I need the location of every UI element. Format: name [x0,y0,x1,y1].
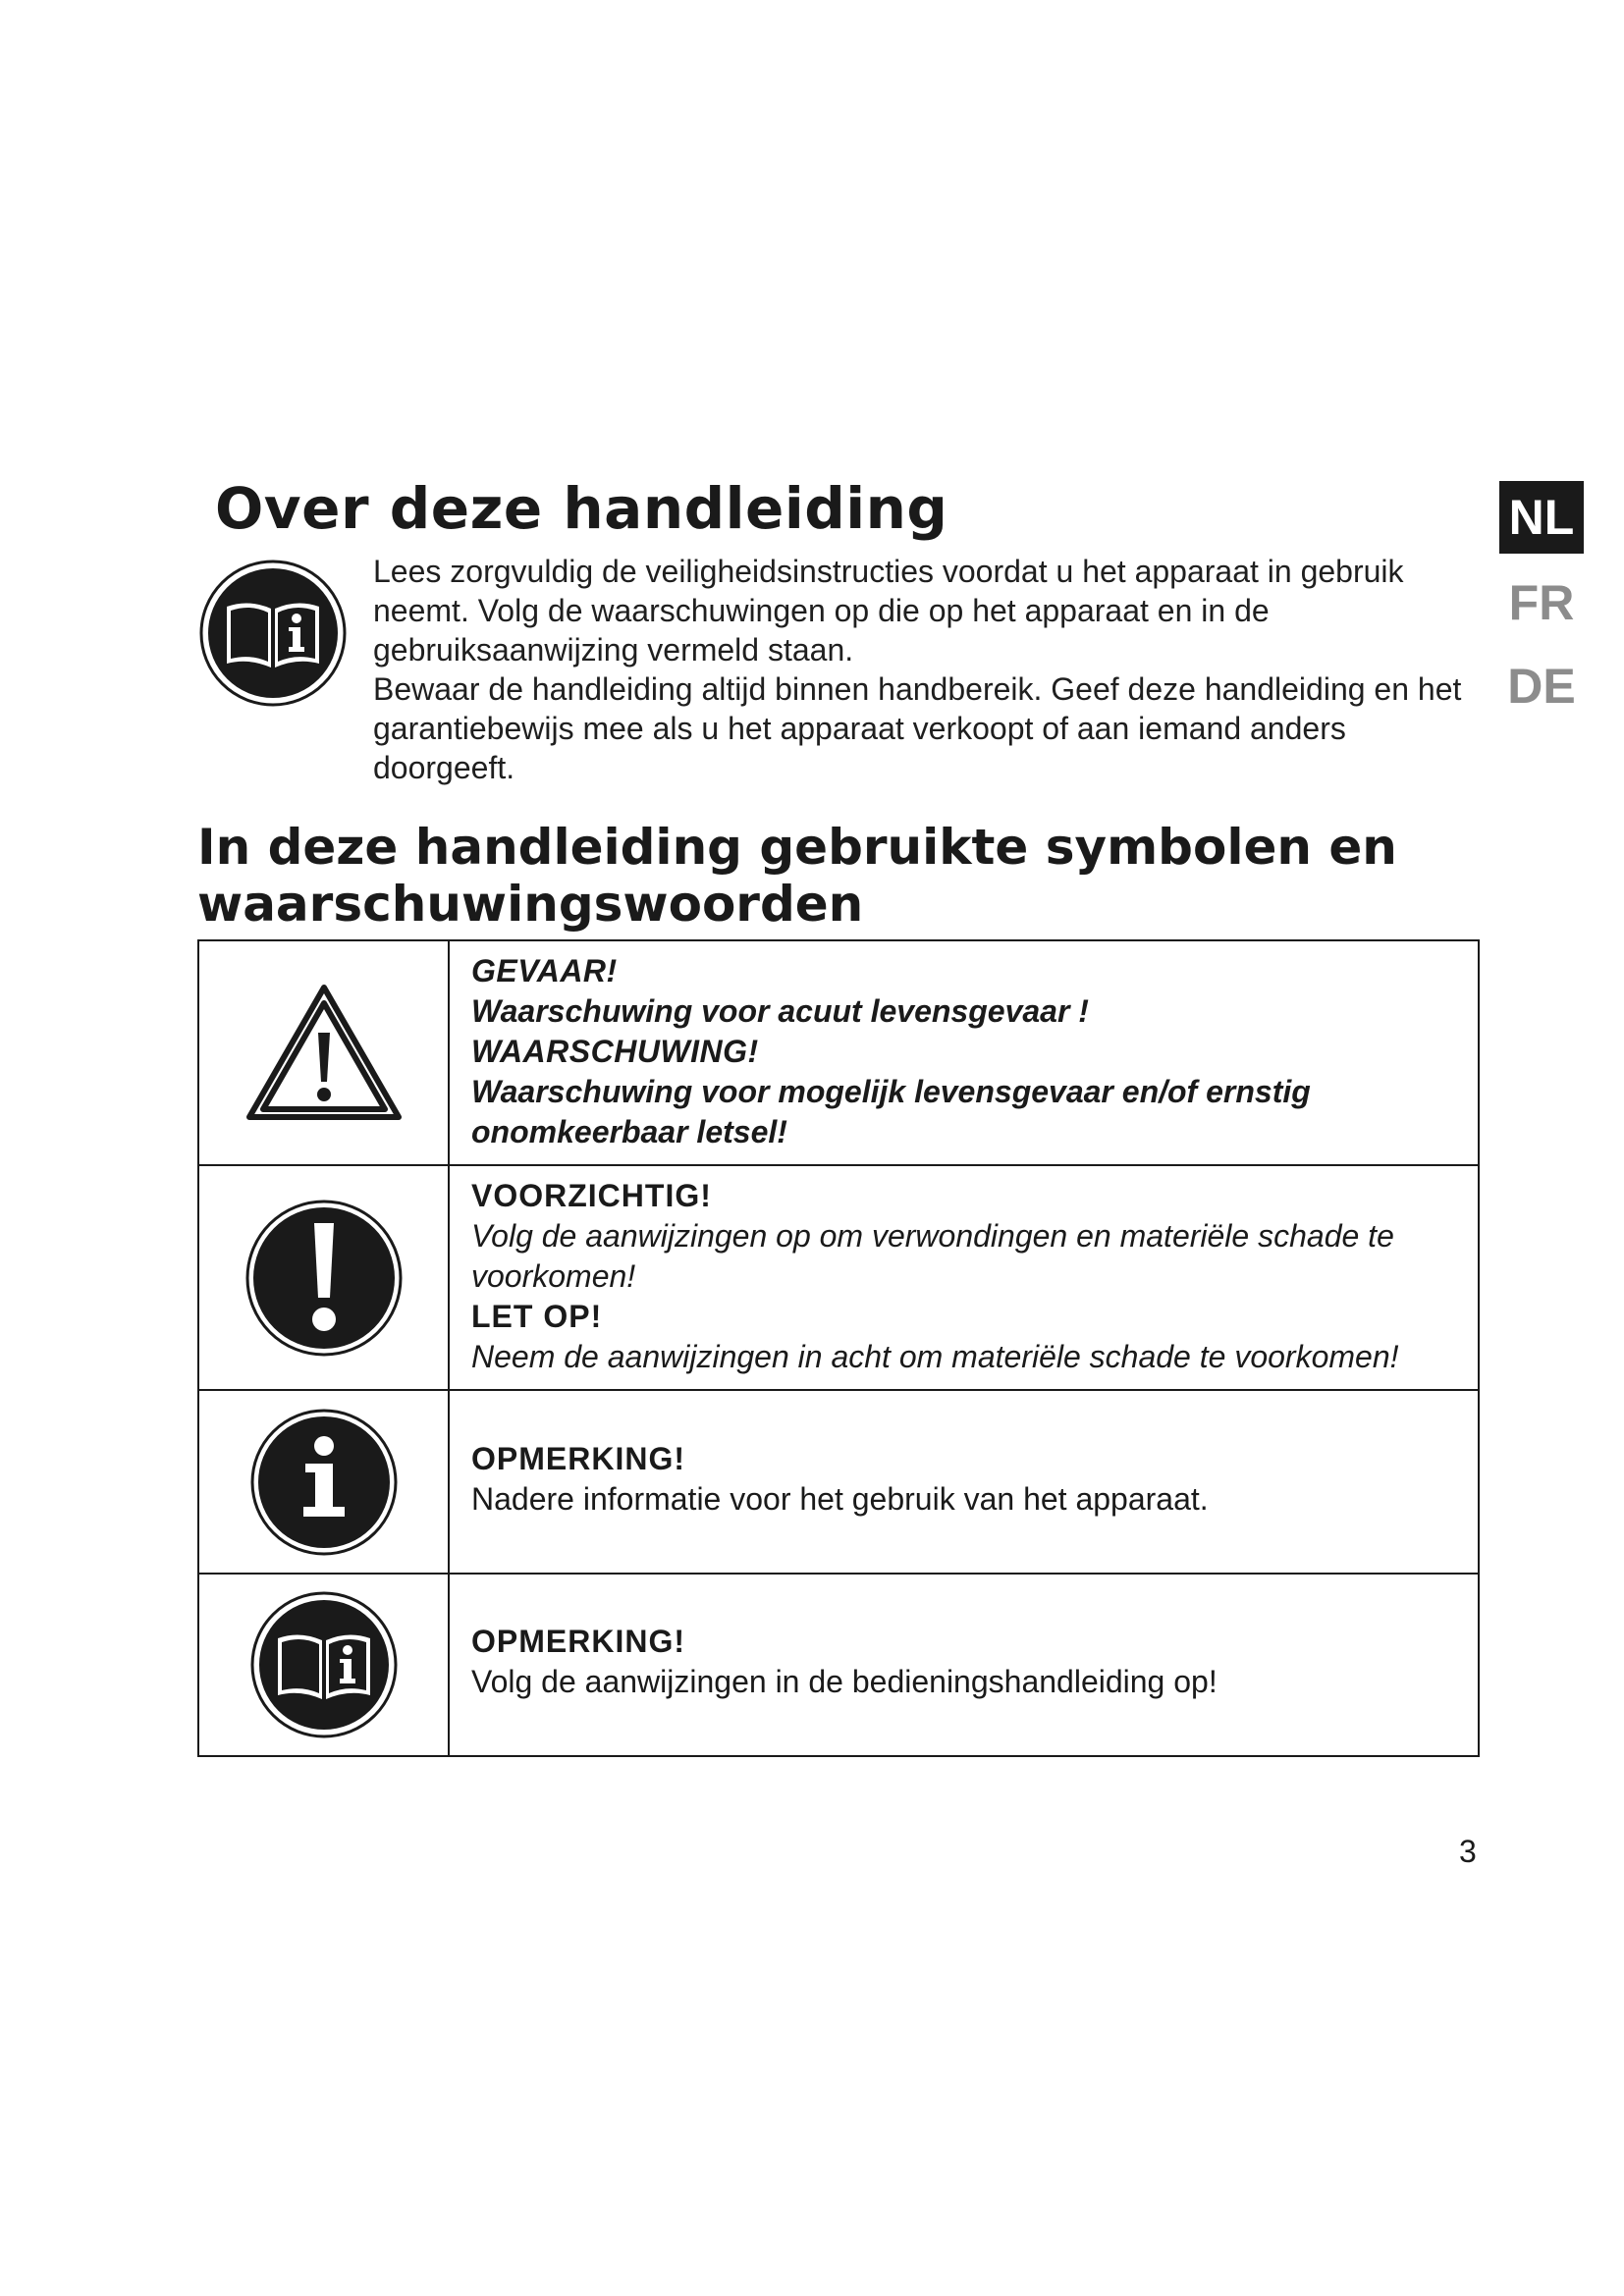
intro-paragraph-1: Lees zorgvuldig de veiligheidsinstructies voordat u het apparaat in gebruik neemt. Volg de waarschuwingen op die op het apparaat en in de gebruiksaanwijzing vermeld staan. [373,554,1404,667]
signal-description: Waarschuwing voor acuut levensgevaar ! [471,993,1089,1029]
icon-cell [198,1574,449,1756]
symbols-table [197,939,1480,1757]
language-tab-de[interactable]: DE [1507,659,1576,714]
manual-info-icon [199,560,347,707]
icon-cell [198,940,449,1165]
section-title: In deze handleiding gebruikte symbolen en waarschuwingswoorden [197,819,1397,933]
language-tab-nl[interactable]: NL [1499,481,1584,554]
signal-description: Volg de aanwijzingen in de bedieningshandleiding op! [471,1664,1218,1699]
manual-info-icon [250,1591,398,1738]
signal-word: WAARSCHUWING! [471,1034,759,1069]
intro-text [373,552,1483,787]
exclamation-circle-icon [245,1200,403,1357]
signal-description: Waarschuwing voor mogelijk levensgevaar en/of ernstig onomkeerbaar letsel! [471,1074,1311,1149]
signal-description: Nadere informatie voor het gebruik van het apparaat. [471,1480,1209,1517]
page-title: Over deze handleiding [215,475,948,542]
icon-cell [198,1390,449,1574]
signal-word: VOORZICHTIG! [471,1178,712,1213]
signal-word: OPMERKING! [471,1440,685,1476]
symbol-description [449,940,1479,1165]
page-number: 3 [1459,1834,1477,1869]
symbol-description [449,1390,1479,1574]
signal-word: GEVAAR! [471,953,618,988]
table-row [198,1574,1479,1756]
language-tab-fr[interactable]: FR [1508,575,1575,630]
table-row [198,1390,1479,1574]
warning-triangle-icon [245,984,403,1123]
intro-paragraph-2: Bewaar de handleiding altijd binnen handbereik. Geef deze handleiding en het garantiebewijs mee als u het apparaat verkoopt of aan iemand anders doorgeeft. [373,671,1462,785]
icon-cell [198,1165,449,1390]
signal-description: Volg de aanwijzingen op om verwondingen en materiële schade te voorkomen! [471,1218,1394,1294]
table-row [198,940,1479,1165]
info-circle-icon [250,1409,398,1556]
symbol-description [449,1574,1479,1756]
symbol-description [449,1165,1479,1390]
signal-description: Neem de aanwijzingen in acht om materiële schade te voorkomen! [471,1339,1399,1374]
table-row [198,1165,1479,1390]
signal-word: OPMERKING! [471,1624,685,1659]
signal-word: LET OP! [471,1299,603,1334]
